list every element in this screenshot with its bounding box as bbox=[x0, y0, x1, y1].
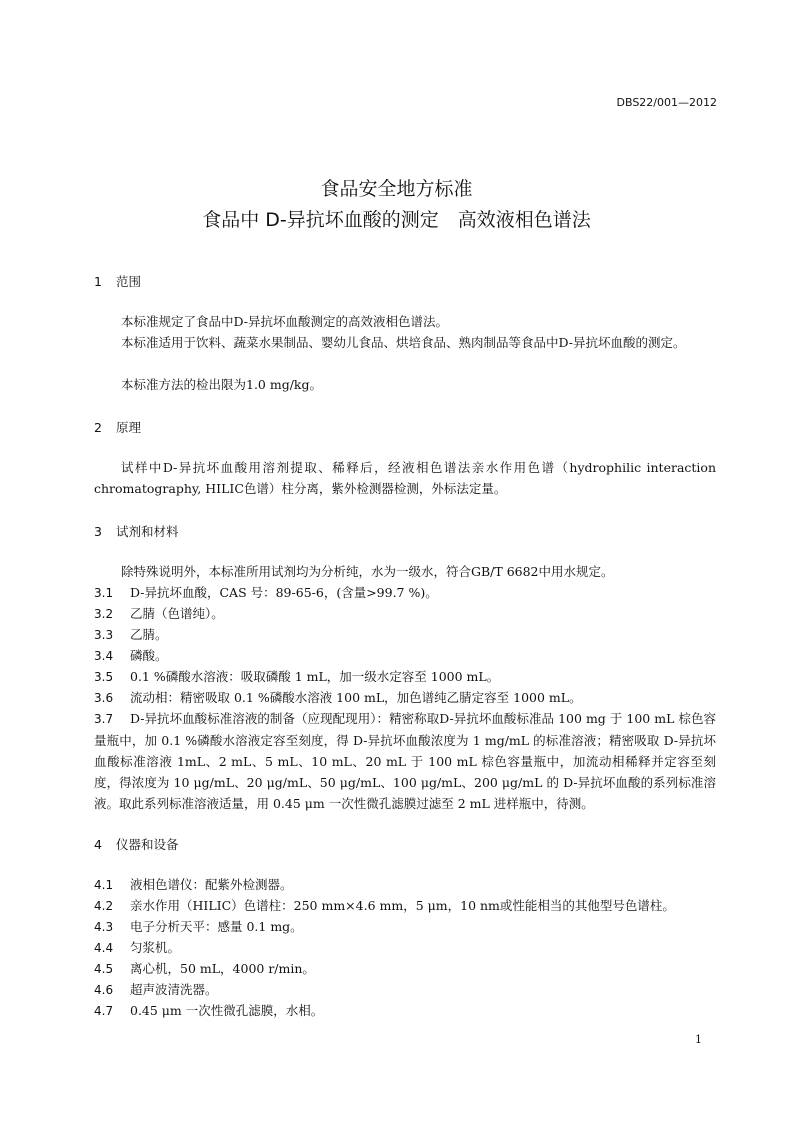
list-item bbox=[94, 1000, 716, 1022]
section-number: 2 bbox=[94, 420, 102, 435]
item-number: 4.4 bbox=[94, 941, 114, 955]
list-item bbox=[94, 979, 716, 1001]
page-number: 1 bbox=[695, 1033, 702, 1046]
paragraph: 本标准适用于饮料、蔬菜水果制品、婴幼儿食品、烘培食品、熟肉制品等食品中D-异抗坏血酸的测定。 bbox=[121, 335, 686, 350]
section-number: 3 bbox=[94, 524, 102, 539]
list-item bbox=[94, 916, 716, 938]
item-number: 4.2 bbox=[94, 899, 114, 913]
item-number: 4.1 bbox=[94, 878, 114, 892]
list-item bbox=[94, 582, 716, 604]
item-number: 4.5 bbox=[94, 962, 114, 976]
item-text: D-异抗坏血酸，CAS 号：89-65-6，(含量>99.7 %)。 bbox=[130, 585, 438, 600]
section-title: 范围 bbox=[116, 274, 142, 289]
paragraph: 本标准方法的检出限为1.0 mg/kg。 bbox=[121, 377, 322, 392]
list-item bbox=[94, 645, 716, 667]
standard-number: DBS22/001—2012 bbox=[616, 96, 717, 109]
item-number: 4.7 bbox=[94, 1004, 114, 1018]
item-text: D-异抗坏血酸标准溶液的制备（应现配现用）：精密称取D-异抗坏血酸标准品 100 mg 于 100 mL 棕色容量瓶中，加 0.1 %磷酸水溶液定容至刻度，得 D-异抗坏血酸浓度为 1 mg/mL 的标准溶液；精密吸取 D-异抗坏血酸标准溶液 1mL、2 mL、5 mL、10 mL、20 mL 于 100 mL 棕色容量瓶中，加流动相稀释并定容至刻度，得浓度为 10 μg/mL、20 μg/mL、50 μg/mL、100 μg/mL、200 μg/mL 的 D-异抗坏血酸的系列标准溶液。取此系列标准溶液适量，用 0.45 μm 一次性微孔滤膜过滤至 2 mL 进样瓶中，待测。 bbox=[94, 711, 716, 811]
list-item bbox=[94, 666, 716, 688]
item-text: 超声波清洗器。 bbox=[130, 982, 218, 997]
item-text: 磷酸。 bbox=[130, 648, 168, 663]
item-text: 匀浆机。 bbox=[130, 940, 181, 955]
title-line-2: 食品中 D-异抗坏血酸的测定 高效液相色谱法 bbox=[202, 209, 591, 231]
item-text: 乙腈。 bbox=[130, 627, 168, 642]
list-item bbox=[94, 895, 716, 917]
section-heading bbox=[94, 418, 141, 436]
title-line-1: 食品安全地方标准 bbox=[320, 178, 473, 200]
paragraph: 试样中D-异抗坏血酸用溶剂提取、稀释后，经液相色谱法亲水作用色谱（hydrophilic interaction chromatography, HILIC色谱）柱分离，紫外检测器检测，外标法定量。 bbox=[94, 460, 716, 496]
item-number: 3.5 bbox=[94, 670, 114, 684]
item-number: 3.1 bbox=[94, 586, 114, 600]
section-heading bbox=[94, 835, 179, 853]
item-text: 0.1 %磷酸水溶液：吸取磷酸 1 mL，加一级水定容至 1000 mL。 bbox=[130, 669, 500, 684]
list-item bbox=[94, 708, 716, 814]
item-text: 流动相：精密吸取 0.1 %磷酸水溶液 100 mL，加色谱纯乙腈定容至 1000 mL。 bbox=[130, 690, 582, 705]
list-item bbox=[94, 874, 716, 896]
item-text: 乙腈（色谱纯）。 bbox=[130, 606, 224, 621]
item-number: 3.6 bbox=[94, 691, 114, 705]
item-text: 0.45 μm 一次性微孔滤膜，水相。 bbox=[130, 1003, 324, 1018]
item-number: 4.3 bbox=[94, 920, 114, 934]
item-text: 液相色谱仪：配紫外检测器。 bbox=[130, 877, 293, 892]
list-item bbox=[94, 603, 716, 625]
item-number: 3.3 bbox=[94, 628, 114, 642]
item-number: 3.7 bbox=[94, 712, 114, 726]
item-text: 亲水作用（HILIC）色谱柱：250 mm×4.6 mm，5 μm，10 nm或性能相当的其他型号色谱柱。 bbox=[130, 898, 675, 913]
section-number: 1 bbox=[94, 274, 102, 289]
list-item bbox=[94, 958, 716, 980]
item-number: 3.2 bbox=[94, 607, 114, 621]
item-number: 3.4 bbox=[94, 649, 114, 663]
list-item bbox=[94, 624, 716, 646]
paragraph: 本标准规定了食品中D-异抗坏血酸测定的高效液相色谱法。 bbox=[121, 314, 448, 329]
item-number: 4.6 bbox=[94, 983, 114, 997]
item-text: 电子分析天平：感量 0.1 mg。 bbox=[130, 919, 303, 934]
section-number: 4 bbox=[94, 837, 102, 852]
item-text: 离心机，50 mL，4000 r/min。 bbox=[130, 961, 315, 976]
list-item bbox=[94, 937, 716, 959]
list-item bbox=[94, 687, 716, 709]
paragraph: 除特殊说明外，本标准所用试剂均为分析纯，水为一级水，符合GB/T 6682中用水规定。 bbox=[121, 564, 614, 579]
section-title: 仪器和设备 bbox=[116, 837, 179, 852]
section-title: 试剂和材料 bbox=[116, 524, 179, 539]
section-heading bbox=[94, 272, 141, 290]
section-title: 原理 bbox=[116, 420, 142, 435]
section-heading bbox=[94, 522, 179, 540]
